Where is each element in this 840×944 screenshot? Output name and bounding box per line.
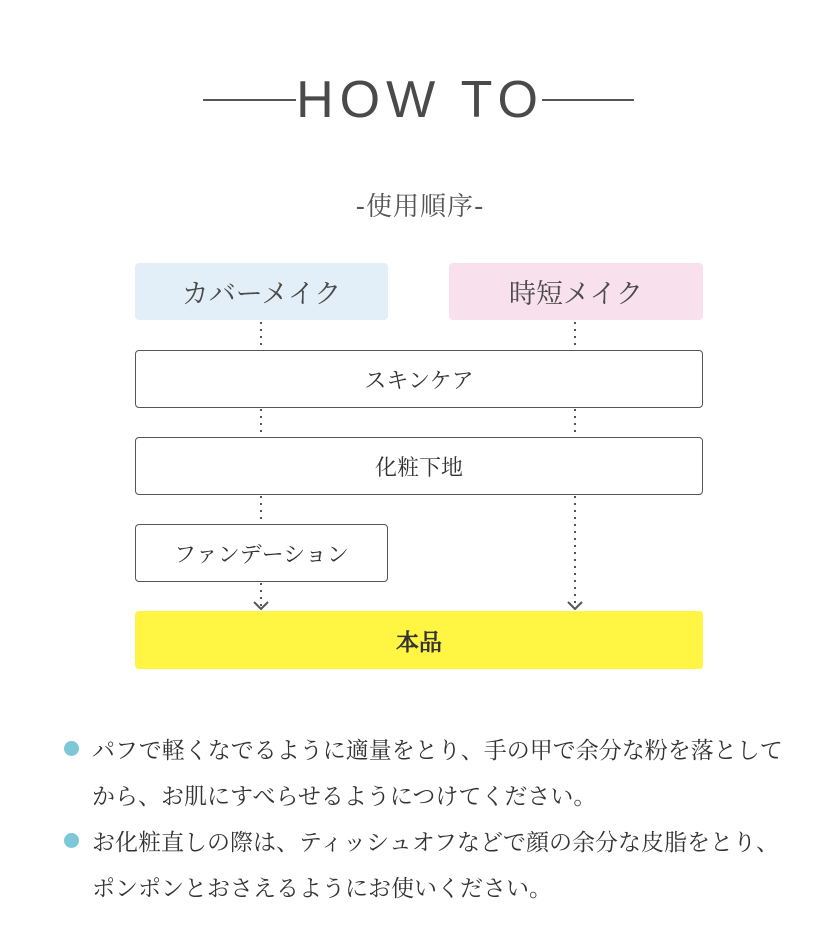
jitan-make-label: 時短メイク bbox=[509, 279, 643, 310]
note-text: パフで軽くなでるように適量をとり、手の甲で余分な粉を落としてから、お肌にすべらせるようにつけてください。 bbox=[92, 738, 783, 810]
note-item bbox=[64, 728, 794, 820]
step-primer-label: 化粧下地 bbox=[374, 455, 463, 481]
step-skincare-label: スキンケア bbox=[364, 368, 474, 394]
final-product-label: 本品 bbox=[396, 629, 442, 656]
arrowhead-right bbox=[568, 602, 582, 609]
step-primer bbox=[135, 437, 703, 495]
page-subtitle: -使用順序- bbox=[355, 192, 485, 222]
final-product-box bbox=[135, 611, 703, 669]
jitan-make-box bbox=[449, 263, 703, 320]
note-item bbox=[64, 820, 794, 912]
step-foundation-label: ファンデーション bbox=[174, 542, 349, 568]
step-skincare bbox=[135, 350, 703, 408]
cover-make-box bbox=[135, 263, 388, 320]
step-foundation bbox=[135, 524, 388, 582]
usage-notes bbox=[64, 728, 794, 912]
note-text: お化粧直しの際は、ティッシュオフなどで顔の余分な皮脂をとり、ポンポンとおさえるようにお使いください。 bbox=[92, 830, 780, 902]
page-title: HOW TO bbox=[296, 71, 544, 129]
cover-make-label: カバーメイク bbox=[181, 279, 342, 310]
bullet-dot-icon bbox=[64, 741, 79, 756]
bullet-dot-icon bbox=[64, 833, 79, 848]
